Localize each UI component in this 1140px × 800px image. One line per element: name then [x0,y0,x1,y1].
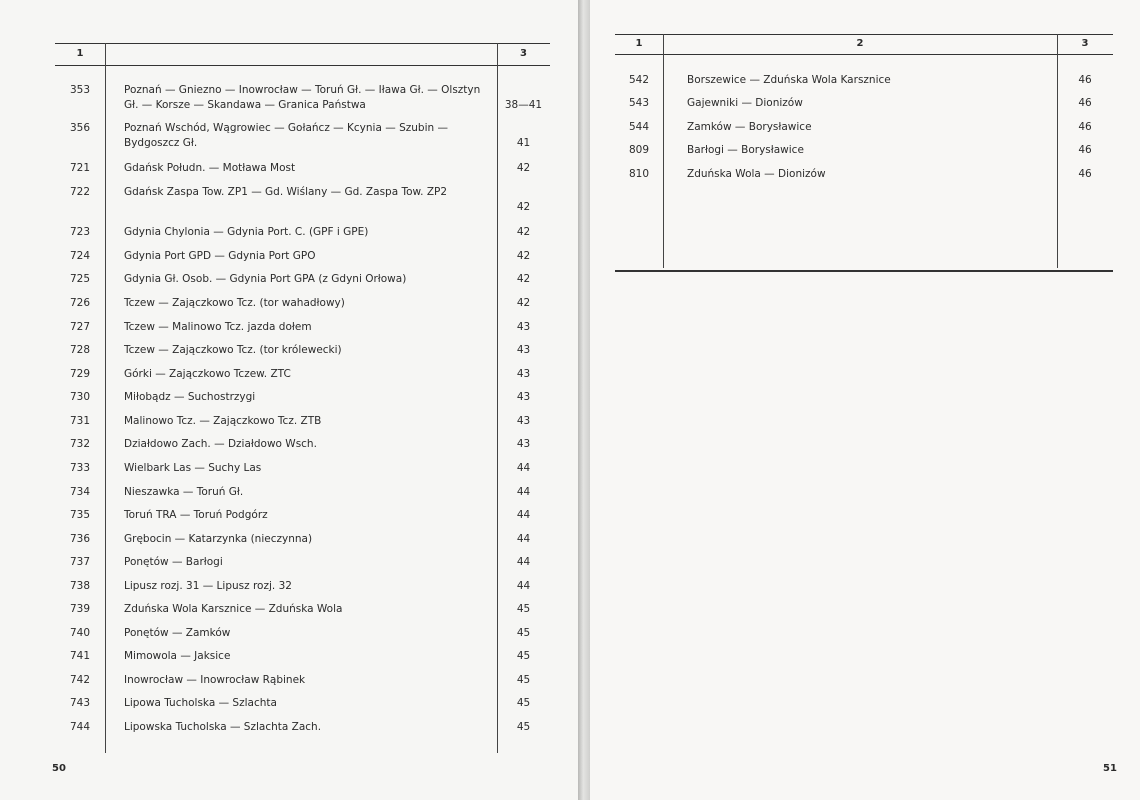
header-col2: 2 [856,38,864,49]
route-name: Grębocin — Katarzynka (nieczynna) [124,533,313,545]
page-ref: 46 [1078,121,1092,133]
row-number: 728 [69,344,91,356]
route-name: Poznań — Gniezno — Inowrocław — Toruń Gł. — Iława Gł. — Olsztyn Gł. — Korsze — Skandawa — Granica Państwa [124,84,481,111]
table-top-rule [615,34,1113,35]
page-ref: 42 [516,273,531,285]
route-name: Tczew — Malinowo Tcz. jazda dołem [124,321,312,333]
page-ref: 43 [516,368,531,380]
row-number: 723 [69,226,91,238]
row-number: 724 [69,250,91,262]
row-number: 736 [69,533,91,545]
route-name: Gajewniki — Dionizów [687,97,803,109]
route-name: Gdańsk Połudn. — Motława Most [124,162,296,174]
page-ref: 43 [516,391,531,403]
row-number: 737 [69,556,91,568]
left-index-table [55,43,550,753]
route-name: Zamków — Borysławice [687,121,812,133]
page-ref: 46 [1078,144,1092,156]
row-number: 730 [69,391,91,403]
row-number: 810 [628,168,650,180]
route-name: Gdańsk Zaspa Tow. ZP1 — Gd. Wiślany — Gd. Zaspa Tow. ZP2 [124,186,448,198]
header-col3: 3 [1081,38,1089,49]
table-bottom-rule [615,270,1113,272]
route-name: Nieszawka — Toruń Gł. [124,486,244,498]
table-top-rule [55,43,550,44]
route-name: Inowrocław — Inowrocław Rąbinek [124,674,306,686]
page-ref: 42 [516,162,531,174]
row-number: 353 [69,84,91,96]
route-name: Borszewice — Zduńska Wola Karsznice [687,74,891,86]
row-number: 733 [69,462,91,474]
route-name: Tczew — Zajączkowo Tcz. (tor wahadłowy) [124,297,345,309]
page-ref: 44 [516,580,531,592]
route-name: Górki — Zajączkowo Tczew. ZTC [124,368,291,380]
route-name: Lipusz rozj. 31 — Lipusz rozj. 32 [124,580,292,592]
route-name: Barłogi — Borysławice [687,144,804,156]
column-divider [105,43,106,753]
header-col1: 1 [635,38,643,49]
route-name: Ponętów — Zamków [124,627,231,639]
page-ref: 44 [516,486,531,498]
page-ref: 46 [1078,97,1092,109]
row-number: 732 [69,438,91,450]
row-number: 544 [628,121,650,133]
route-name: Gdynia Gł. Osob. — Gdynia Port GPA (z Gdyni Orłowa) [124,273,407,285]
column-divider [663,34,664,268]
page-ref: 43 [516,438,531,450]
row-number: 809 [628,144,650,156]
page-ref: 38—41 [504,99,543,111]
route-name: Zduńska Wola Karsznice — Zduńska Wola [124,603,343,615]
row-number: 738 [69,580,91,592]
page-ref: 46 [1078,74,1092,86]
page-number: 51 [1103,763,1117,774]
row-number: 543 [628,97,650,109]
page-ref: 43 [516,321,531,333]
row-number: 741 [69,650,91,662]
route-name: Działdowo Zach. — Działdowo Wsch. [124,438,317,450]
book-gutter [578,0,590,800]
page-number: 50 [52,763,66,774]
page-ref: 42 [516,297,531,309]
page-ref: 45 [516,721,531,733]
row-number: 735 [69,509,91,521]
header-col1: 1 [76,48,84,59]
page-ref: 42 [516,226,531,238]
route-name: Gdynia Port GPD — Gdynia Port GPO [124,250,316,262]
page-ref: 42 [516,201,531,213]
page-ref: 45 [516,650,531,662]
page-ref: 44 [516,533,531,545]
page-ref: 45 [516,674,531,686]
page-ref: 46 [1078,168,1092,180]
row-number: 739 [69,603,91,615]
row-number: 740 [69,627,91,639]
route-name: Poznań Wschód, Wągrowiec — Gołańcz — Kcynia — Szubin — Bydgoszcz Gł. [124,122,448,149]
route-name: Zduńska Wola — Dionizów [687,168,826,180]
route-name: Wielbark Las — Suchy Las [124,462,262,474]
row-number: 744 [69,721,91,733]
row-number: 734 [69,486,91,498]
row-number: 731 [69,415,91,427]
row-number: 729 [69,368,91,380]
page-ref: 45 [516,697,531,709]
page-ref: 42 [516,250,531,262]
page-ref: 45 [516,603,531,615]
row-number: 727 [69,321,91,333]
row-number: 542 [628,74,650,86]
row-number: 743 [69,697,91,709]
header-rule [55,65,550,66]
route-name: Miłobądz — Suchostrzygi [124,391,256,403]
header-rule [615,54,1113,55]
row-number: 356 [69,122,91,134]
route-name: Lipowska Tucholska — Szlachta Zach. [124,721,322,733]
row-number: 725 [69,273,91,285]
page-ref: 44 [516,556,531,568]
route-name: Lipowa Tucholska — Szlachta [124,697,277,709]
row-number: 726 [69,297,91,309]
right-index-table [615,34,1113,274]
route-name: Gdynia Chylonia — Gdynia Port. C. (GPF i GPE) [124,226,369,238]
route-name: Toruń TRA — Toruń Podgórz [124,509,268,521]
route-name: Ponętów — Barłogi [124,556,223,568]
route-name: Tczew — Zajączkowo Tcz. (tor królewecki) [124,344,342,356]
route-name: Malinowo Tcz. — Zajączkowo Tcz. ZTB [124,415,322,427]
page-ref: 43 [516,344,531,356]
page-ref: 41 [516,137,531,149]
page-ref: 44 [516,509,531,521]
row-number: 742 [69,674,91,686]
row-number: 721 [69,162,91,174]
page-ref: 45 [516,627,531,639]
page-ref: 44 [516,462,531,474]
header-col3: 3 [520,48,527,59]
row-number: 722 [69,186,91,198]
route-name: Mimowola — Jaksice [124,650,231,662]
page-ref: 43 [516,415,531,427]
